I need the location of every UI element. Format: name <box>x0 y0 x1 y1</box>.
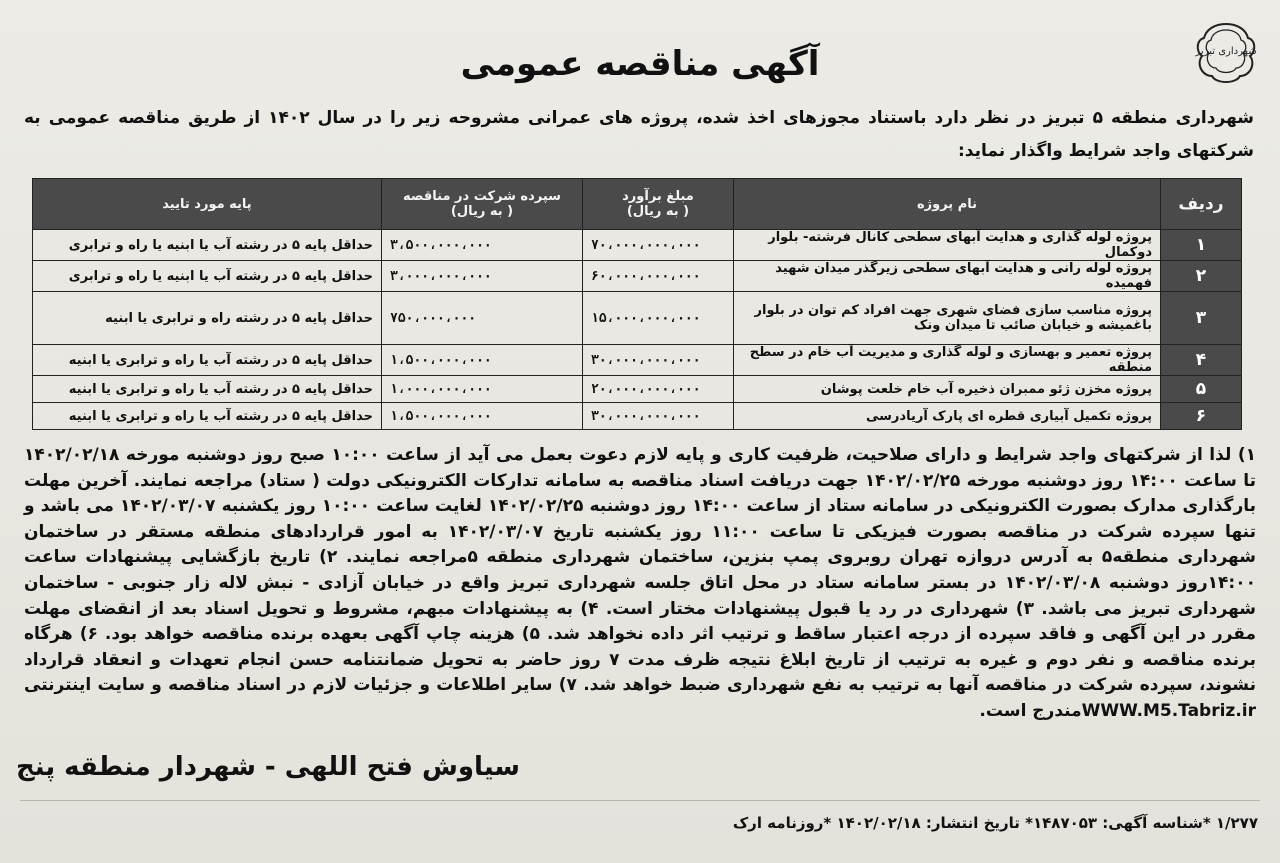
terms-text: ۱) لذا از شرکتهای واجد شرایط و دارای صلاحیت، ظرفیت کاری و پایه لازم دعوت بعمل می آید از ساعت ۱۰:۰۰ صبح روز دوشنبه مورخه ۱۴۰۲/۰۲/۱۸ تا ساعت ۱۴:۰۰ روز دوشنبه مورخه ۱۴۰۲/۰۲/۲۵ جهت دریافت اسناد مناقصه به سامانه تدارکات الکترونیکی دولت ( ستاد) مراجعه نمایند. آخرین مهلت بارگذاری مدارک بصورت الکترونیکی در سامانه ستاد از ساعت ۱۴:۰۰ روز دوشنبه ۱۴۰۲/۰۲/۲۵ لغایت ساعت ۱۰:۰۰ روز یکشنبه ۱۴۰۲/۰۳/۰۷ می باشد و تنها سپرده شرکت در مناقصه بصورت فیزیکی تا ساعت ۱۱:۰۰ روز یکشنبه تاریخ ۱۴۰۲/۰۳/۰۷ به امور قراردادهای منطقه مستقر در ساختمان شهرداری منطقه۵ به آدرس دروازه تهران روبروی پمپ بنزین، ساختمان شهرداری منطقه ۵مراجعه نمایند. ۲) تاریخ بازگشایی پیشنهادات ساعت ۱۴:۰۰روز دوشنبه ۱۴۰۲/۰۳/۰۸ در بستر سامانه ستاد در محل اتاق جلسه شهرداری تبریز واقع در خیابان آزادی - نبش لاله زار جنوبی - ساختمان شهرداری تبریز می باشد. ۳) شهرداری در رد یا قبول پیشنهادات مختار است. ۴) به پیشنهادات مبهم، مشروط و تحویل اسناد بعد از انقضای مهلت مقرر در این آگهی و فاقد سپرده از درجه اعتبار ساقط و ترتیب اثر داده نخواهد شد. ۵) هزینه چاپ آگهی بعهده برنده مناقصه خواهد بود. ۶) هرگاه برنده مناقصه و نفر دوم و غیره به ترتیب از تاریخ ابلاغ نتیجه ظرف مدت ۷ روز حاضر به تحویل ضمانتنامه حسن انجام تعهدات و انعقاد قرارداد نشوند، سپرده شرکت در مناقصه آنها به ترتیب به نفع شهرداری ضبط خواهد شد. ۷) سایر اطلاعات و جزئیات لازم در اسناد مناقصه و سایت اینترنتی <box>24 445 1257 696</box>
row-number: ۴ <box>1161 345 1242 376</box>
project-name: پروژه مخزن ژئو ممبران ذخیره آب خام خلعت پوشان <box>734 376 1161 403</box>
deposit-amount: ۷۵۰،۰۰۰،۰۰۰ <box>382 292 583 345</box>
row-number: ۲ <box>1161 261 1242 292</box>
estimate-amount: ۳۰،۰۰۰،۰۰۰،۰۰۰ <box>583 403 734 430</box>
table-row <box>33 345 1242 376</box>
header-estimate: مبلغ برآورد ( به ریال) <box>583 179 734 230</box>
svg-text:شهرداری تبریز: شهرداری تبریز <box>1195 46 1257 57</box>
row-number: ۳ <box>1161 292 1242 345</box>
website-link[interactable]: WWW.M5.Tabriz.ir <box>1081 700 1256 721</box>
estimate-amount: ۷۰،۰۰۰،۰۰۰،۰۰۰ <box>583 230 734 261</box>
required-base: حداقل پایه ۵ در رشته آب یا ابنیه یا راه و ترابری <box>33 230 382 261</box>
table-row <box>33 376 1242 403</box>
table-row <box>33 230 1242 261</box>
terms-ending: مندرج است. <box>979 700 1082 721</box>
project-name: پروژه لوله رانی و هدایت آبهای سطحی زیرگذر میدان شهید فهمیده <box>734 261 1161 292</box>
header-deposit: سپرده شرکت در مناقصه ( به ریال) <box>382 179 583 230</box>
table-header-row <box>33 179 1242 230</box>
deposit-amount: ۳،۵۰۰،۰۰۰،۰۰۰ <box>382 230 583 261</box>
mayor-signature: سیاوش فتح اللهی - شهردار منطقه پنج <box>16 752 520 782</box>
header-row-number: ردیف <box>1161 179 1242 230</box>
footer-divider <box>20 800 1260 801</box>
ad-footer: ۱/۲۷۷ *شناسه آگهی: ۱۴۸۷۰۵۳* تاریخ انتشار: ۱۴۰۲/۰۲/۱۸ *روزنامه ارک <box>732 814 1258 832</box>
estimate-amount: ۳۰،۰۰۰،۰۰۰،۰۰۰ <box>583 345 734 376</box>
required-base: حداقل پایه ۵ در رشته آب یا راه و ترابری یا ابنیه <box>33 403 382 430</box>
header-base: پایه مورد تایید <box>33 179 382 230</box>
project-name: پروژه مناسب سازی فضای شهری جهت افراد کم توان در بلوار باغمیشه و خیابان صائب تا میدان ونک <box>734 292 1161 345</box>
deposit-amount: ۱،۵۰۰،۰۰۰،۰۰۰ <box>382 345 583 376</box>
estimate-amount: ۱۵،۰۰۰،۰۰۰،۰۰۰ <box>583 292 734 345</box>
required-base: حداقل پایه ۵ در رشته آب یا راه و ترابری یا ابنیه <box>33 376 382 403</box>
table-row <box>33 261 1242 292</box>
project-name: پروژه لوله گذاری و هدایت آبهای سطحی کانال فرشته- بلوار دوکمال <box>734 230 1161 261</box>
required-base: حداقل پایه ۵ در رشته آب یا راه و ترابری یا ابنیه <box>33 345 382 376</box>
table-row <box>33 292 1242 345</box>
estimate-amount: ۶۰،۰۰۰،۰۰۰،۰۰۰ <box>583 261 734 292</box>
intro-paragraph: شهرداری منطقه ۵ تبریز در نظر دارد باستناد مجوزهای اخذ شده، پروژه های عمرانی مشروحه زیر را در سال ۱۴۰۲ از طریق مناقصه عمومی به شرکتهای واجد شرایط واگذار نماید: <box>24 108 1255 161</box>
deposit-amount: ۳،۰۰۰،۰۰۰،۰۰۰ <box>382 261 583 292</box>
required-base: حداقل پایه ۵ در رشته آب یا ابنیه یا راه و ترابری <box>33 261 382 292</box>
table-row <box>33 403 1242 430</box>
required-base: حداقل پایه ۵ در رشته راه و ترابری یا ابنیه <box>33 292 382 345</box>
row-number: ۱ <box>1161 230 1242 261</box>
row-number: ۶ <box>1161 403 1242 430</box>
row-number: ۵ <box>1161 376 1242 403</box>
project-name: پروژه تعمیر و بهسازی و لوله گذاری و مدیریت آب خام در سطح منطقه <box>734 345 1161 376</box>
ad-title: آگهی مناقصه عمومی <box>460 44 820 84</box>
projects-table <box>32 178 1242 430</box>
deposit-amount: ۱،۰۰۰،۰۰۰،۰۰۰ <box>382 376 583 403</box>
terms-paragraph <box>24 443 1256 725</box>
estimate-amount: ۲۰،۰۰۰،۰۰۰،۰۰۰ <box>583 376 734 403</box>
header-project-name: نام پروژه <box>734 179 1161 230</box>
deposit-amount: ۱،۵۰۰،۰۰۰،۰۰۰ <box>382 403 583 430</box>
project-name: پروژه تکمیل آبیاری قطره ای پارک آریادرسی <box>734 403 1161 430</box>
